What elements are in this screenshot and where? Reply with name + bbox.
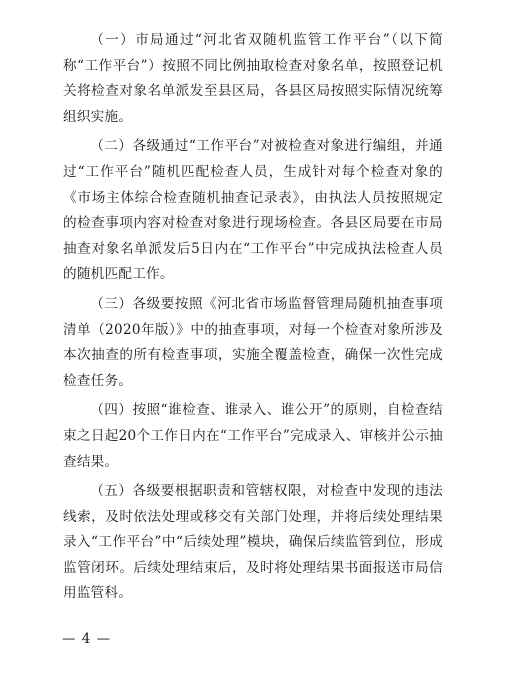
document-body <box>63 28 443 611</box>
paragraph-5: （五）各级要根据职责和管辖权限，对检查中发现的违法线索，及时依法处理或移交有关部门处理，并将后续处理结果录入“工作平台”中“后续处理”模块，确保后续监管到位，形成监管闭环。后续处理结束后，及时将处理结果书面报送市局信用监管科。 <box>63 483 443 602</box>
page-number: — 4 — <box>62 631 112 647</box>
paragraph-1: （一）市局通过“河北省双随机监管工作平台”（以下简称“工作平台”）按照不同比例抽取检查对象名单，按照登记机关将检查对象名单派发至县区局，各县区局按照实际情况统筹组织实施。 <box>63 32 443 125</box>
paragraph-2: （二）各级通过“工作平台”对被检查对象进行编组，并通过“工作平台”随机匹配检查人员，生成针对每个检查对象的《市场主体综合检查随机抽查记录表》，由执法人员按照规定的检查事项内容对检查对象进行现场检查。各县区局要在市局抽查对象名单派发后5日内在“工作平台”中完成执法检查人员的随机匹配工作。 <box>63 138 443 283</box>
paragraph-4: （四）按照“谁检查、谁录入、谁公开”的原则，自检查结束之日起20个工作日内在“工作平台”完成录入、审核并公示抽查结果。 <box>63 402 443 470</box>
paragraph-3: （三）各级要按照《河北省市场监督管理局随机抽查事项清单（2020年版）》中的抽查事项，对每一个检查对象所涉及本次抽查的所有检查事项，实施全覆盖检查，确保一次性完成检查任务。 <box>63 295 443 389</box>
